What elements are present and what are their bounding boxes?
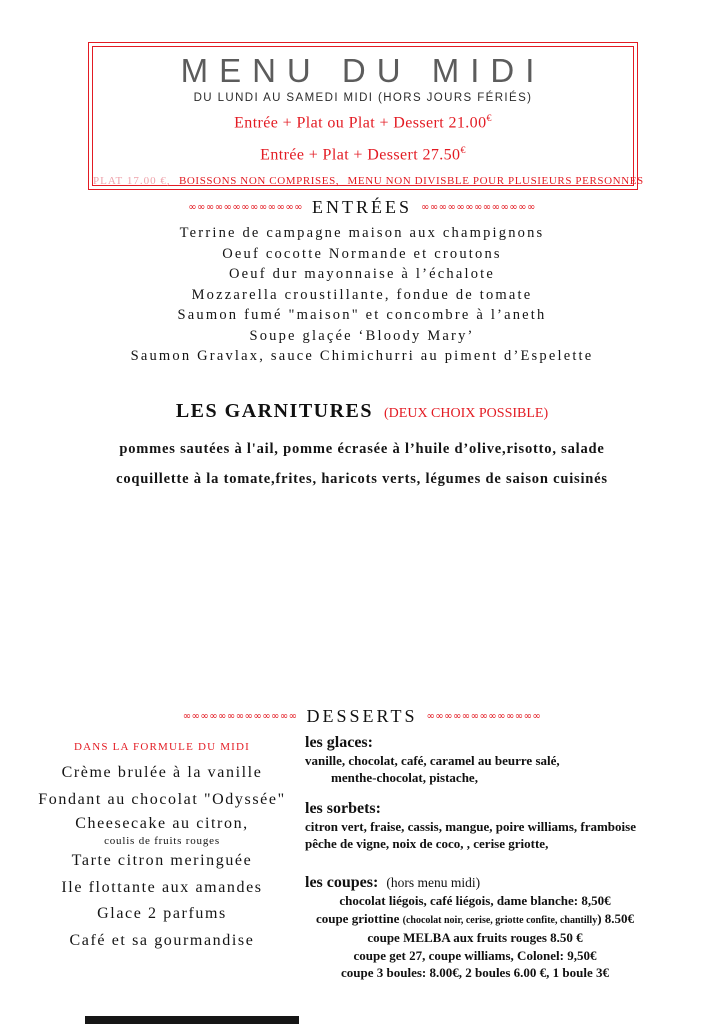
ornament-right: ∞∞∞∞∞∞∞∞∞∞∞∞∞ [426, 710, 542, 722]
footer-bar [85, 1016, 299, 1024]
coupe-item: coupe get 27, coupe williams, Colonel: 9,50€ [353, 947, 597, 963]
ornament-right: ∞∞∞∞∞∞∞∞∞∞∞∞∞ [421, 201, 536, 213]
garnitures-section [0, 400, 724, 494]
header-inner-frame [92, 46, 644, 188]
drinks-note: BOISSONS NON COMPRISES, [178, 175, 340, 188]
plat-price: PLAT 17.00 €, [93, 175, 171, 188]
garnitures-line: coquillette à la tomate,frites, haricots verts, légumes de saison cuisinés [116, 471, 608, 487]
glaces-label: les glaces: [305, 734, 373, 751]
desserts-heading: DESSERTS [306, 706, 418, 726]
coupes-note: (hors menu midi) [386, 875, 481, 890]
menu-item: Fondant au chocolat "Odyssée" [38, 790, 286, 808]
menu-item: Oeuf dur mayonnaise à l’échalote [228, 266, 496, 282]
menu-item: Saumon fumé "maison" et concombre à l’aneth [177, 307, 547, 323]
entrees-heading: ENTRÉES [312, 197, 412, 217]
formule-label: DANS LA FORMULE DU MIDI [73, 741, 251, 753]
menu-item: Terrine de campagne maison aux champignons [179, 225, 545, 241]
header-notes [93, 175, 644, 188]
glaces-flavors: menthe-chocolat, pistache, [331, 770, 478, 785]
desserts-icecream-column [305, 733, 667, 982]
formula-1-euro: € [486, 112, 492, 124]
entrees-list [0, 223, 724, 367]
coupes-label: les coupes: [305, 874, 379, 891]
coupe-item-griottine [305, 910, 645, 930]
glaces-flavors: vanille, chocolat, café, caramel au beurre salé, [305, 753, 560, 768]
coupe-item: coupe 3 boules: 8.00€, 2 boules 6.00 €, 1 boule 3€ [341, 965, 609, 980]
ornament-left: ∞∞∞∞∞∞∞∞∞∞∞∞∞ [188, 201, 303, 213]
menu-item: Café et sa gourmandise [69, 931, 255, 949]
garnitures-note: (DEUX CHOIX POSSIBLE) [384, 406, 549, 421]
formula-2-euro: € [460, 144, 466, 156]
menu-item-note: coulis de fruits rouges [104, 835, 220, 847]
coupe-item: coupe MELBA aux fruits rouges 8.50 € [367, 930, 583, 945]
desserts-heading-row [0, 706, 724, 727]
griottine-detail: (chocolat noir, cerise, griotte confite, chantilly [402, 914, 598, 926]
garnitures-heading: LES GARNITURES [175, 400, 374, 422]
menu-title: MENU DU MIDI [180, 52, 546, 89]
menu-item: Crème brulée à la vanille [61, 764, 263, 781]
entrees-heading-row [0, 197, 724, 218]
menu-item: Ile flottante aux amandes [61, 878, 263, 896]
menu-item: Saumon Gravlax, sauce Chimichurri au piment d’Espelette [130, 348, 594, 364]
coupe-item: chocolat liégois, café liégois, dame blanche: 8,50€ [339, 893, 611, 908]
share-note: MENU NON DIVISBLE POUR PLUSIEURS PERSONNES [347, 175, 644, 188]
griottine-name: coupe griottine [315, 910, 403, 926]
coupes-heading-row [305, 873, 667, 892]
sorbets-flavors: pêche de vigne, noix de coco, , cerise griotte, [305, 836, 549, 851]
menu-item: Cheesecake au citron, [75, 815, 249, 832]
desserts-formule-column [14, 741, 310, 954]
menu-item: Tarte citron meringuée [71, 852, 253, 869]
formula-line-2 [93, 145, 633, 164]
sorbets-label: les sorbets: [305, 800, 381, 817]
formula-line-1 [93, 113, 633, 132]
garnitures-line: pommes sautées à l'ail, pomme écrasée à l’huile d’olive,risotto, salade [119, 441, 605, 457]
menu-item: Glace 2 parfums [97, 905, 227, 922]
formula-1-text: Entrée + Plat ou Plat + Dessert 21.00 [234, 113, 487, 131]
griottine-price: ) 8.50€ [597, 910, 635, 926]
formula-2-text: Entrée + Plat + Dessert 27.50 [260, 146, 461, 164]
garnitures-heading-row [0, 400, 724, 423]
menu-item: Mozzarella croustillante, fondue de tomate [191, 286, 533, 303]
sorbets-flavors: citron vert, fraise, cassis, mangue, poire williams, framboise [305, 819, 636, 834]
menu-subtitle: DU LUNDI AU SAMEDI MIDI (HORS JOURS FÉRIÉS) [193, 91, 533, 104]
menu-item: Oeuf cocotte Normande et croutons [222, 245, 502, 262]
header-box [88, 42, 644, 190]
menu-item: Soupe glaçée ‘Bloody Mary’ [249, 327, 475, 344]
ornament-left: ∞∞∞∞∞∞∞∞∞∞∞∞∞ [182, 710, 298, 722]
